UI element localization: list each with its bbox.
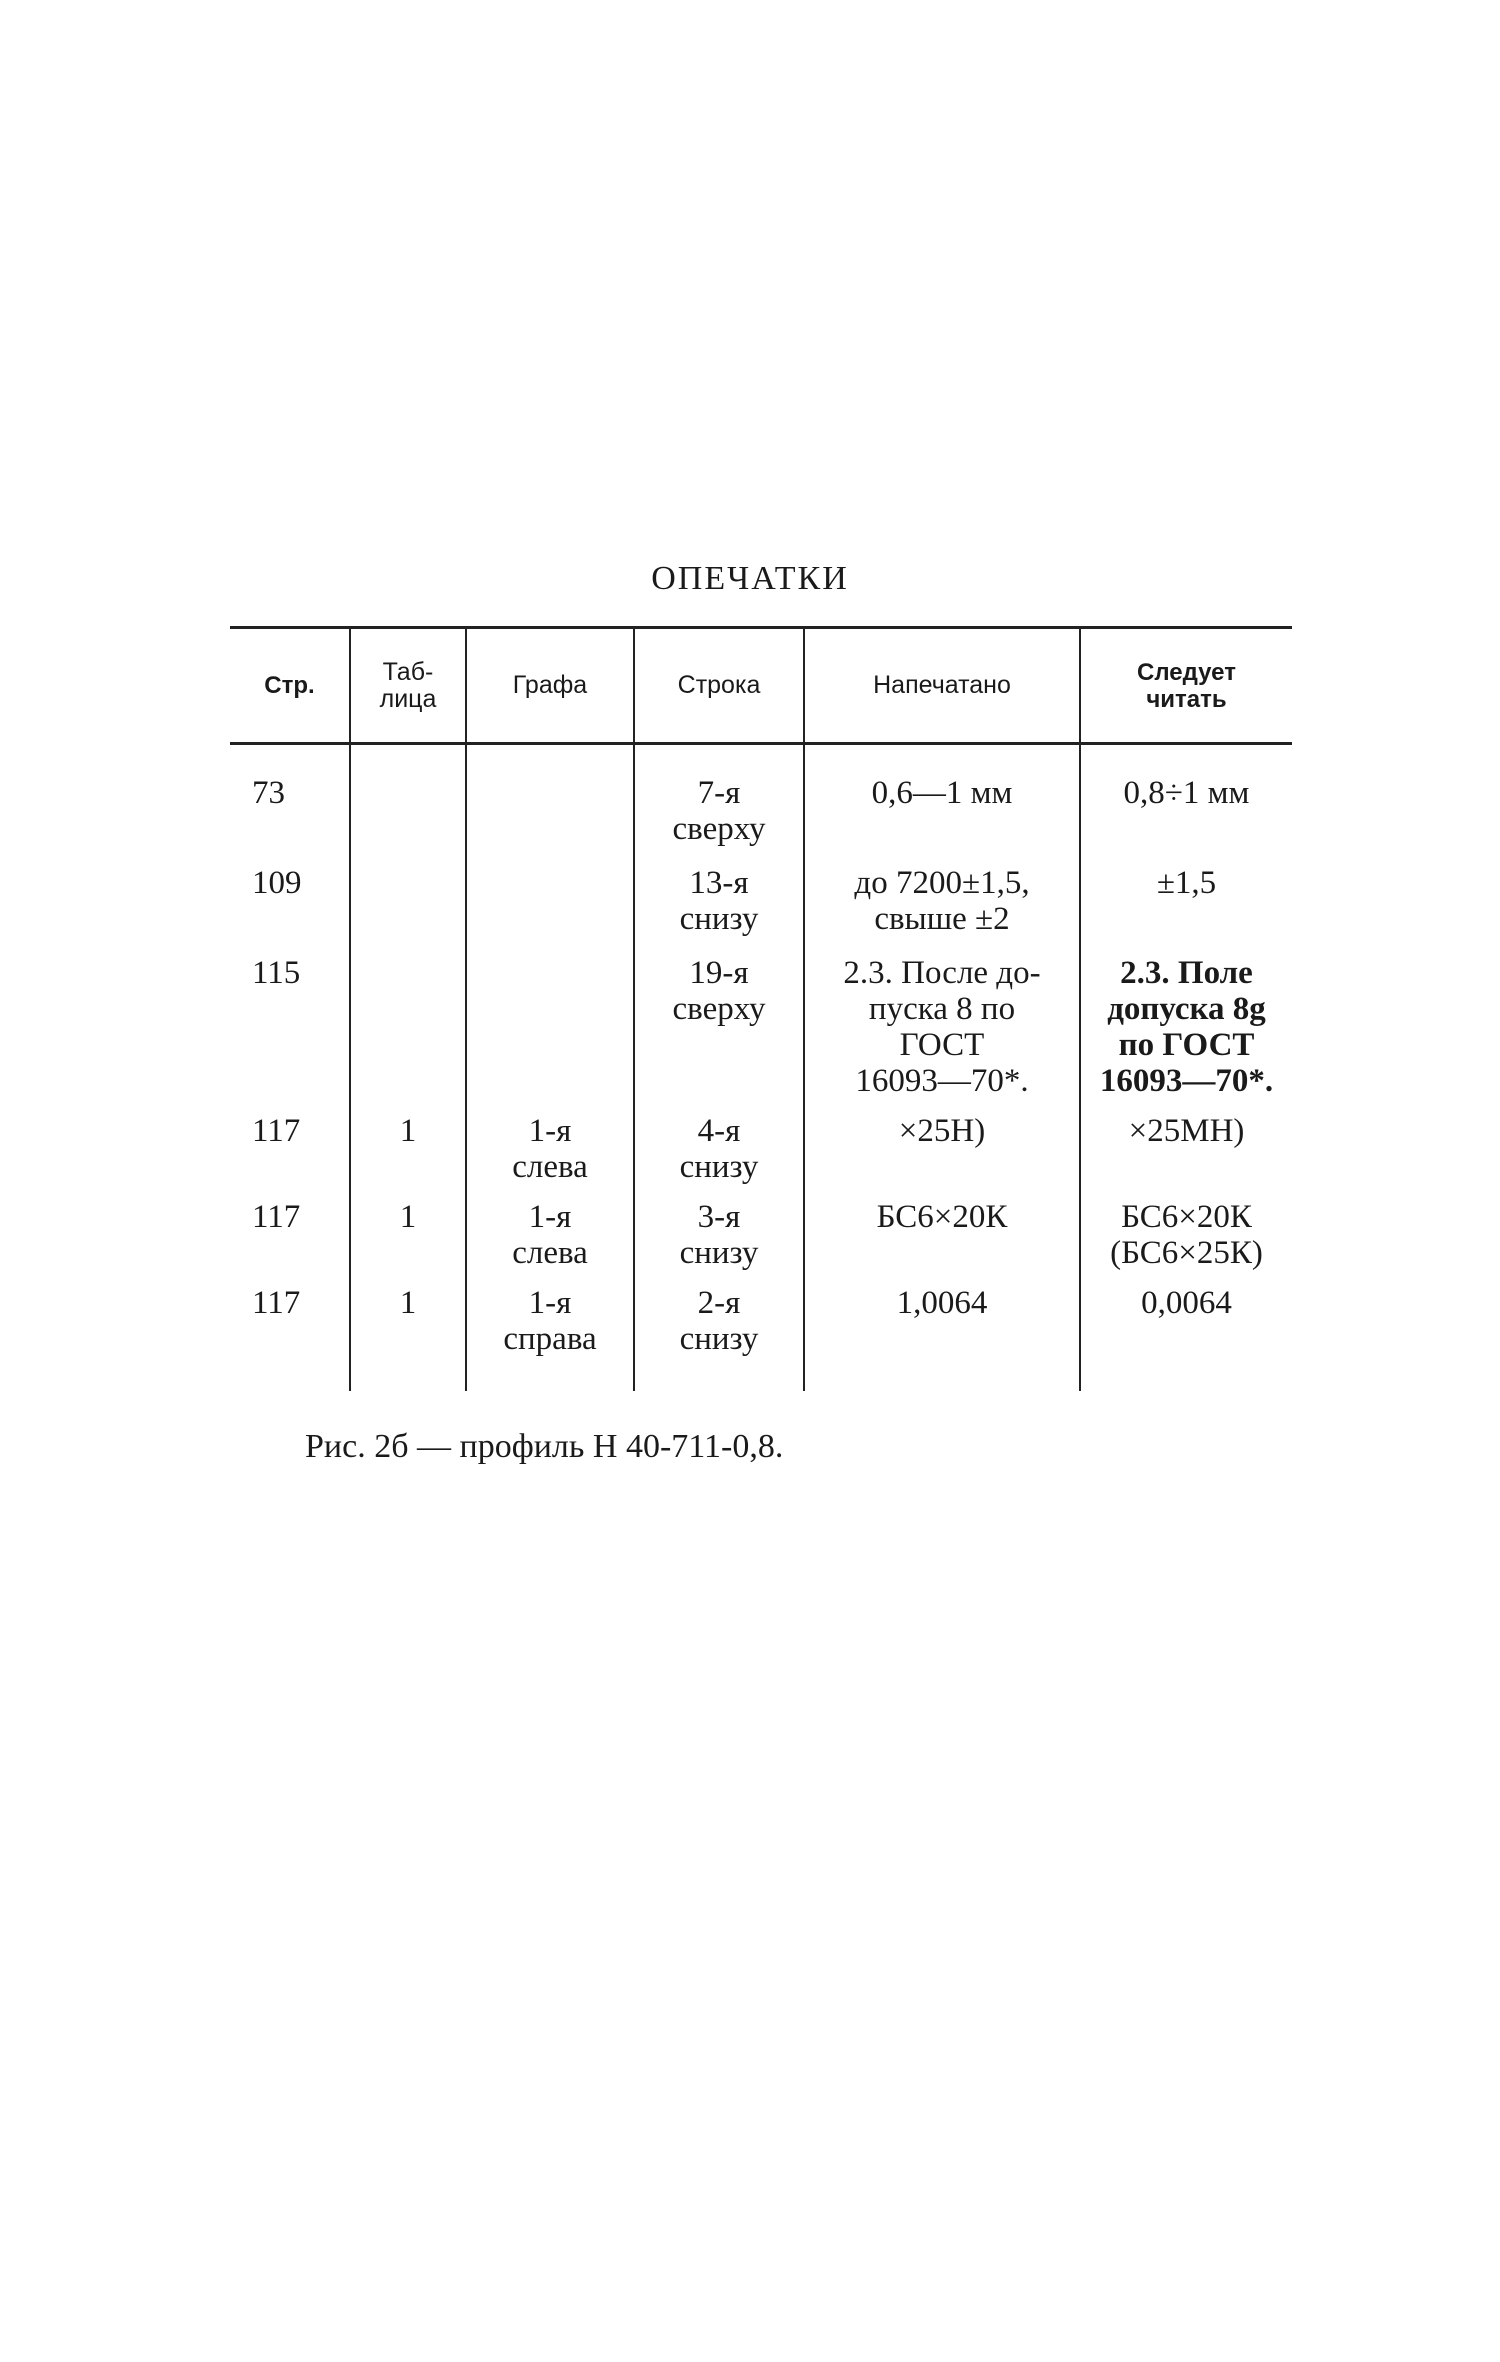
cell-text: свыше ±2 bbox=[874, 901, 1010, 937]
cell-text: 1 bbox=[399, 1285, 417, 1321]
cell-text: 16093—70*. bbox=[855, 1063, 1029, 1099]
cell-should-read bbox=[1080, 1271, 1292, 1391]
cell-page bbox=[230, 937, 350, 1099]
cell-page bbox=[230, 1185, 350, 1271]
cell-text: 1 bbox=[399, 1113, 417, 1149]
cell-line bbox=[634, 1185, 804, 1271]
cell-page bbox=[230, 1271, 350, 1391]
cell-printed bbox=[804, 937, 1080, 1099]
cell-text: сверху bbox=[672, 991, 766, 1027]
cell-text: слева bbox=[512, 1149, 588, 1185]
cell-text: 19-я bbox=[689, 955, 749, 991]
footnote: Рис. 2б — профиль Н 40-711-0,8. bbox=[305, 1428, 784, 1465]
cell-text: 3-я bbox=[697, 1199, 741, 1235]
cell-should-read bbox=[1080, 1099, 1292, 1185]
cell-table bbox=[350, 744, 466, 848]
cell-text: 117 bbox=[252, 1113, 301, 1149]
header-line-text: читать bbox=[1146, 685, 1227, 713]
cell-text: снизу bbox=[679, 901, 759, 937]
cell-text: снизу bbox=[679, 1149, 759, 1185]
cell-text: 1,0064 bbox=[896, 1285, 988, 1321]
table-row bbox=[230, 1185, 1292, 1271]
cell-text: 0,0064 bbox=[1141, 1285, 1232, 1321]
cell-text: 109 bbox=[252, 865, 302, 901]
header-line: Строка bbox=[634, 628, 804, 744]
header-column: Графа bbox=[466, 628, 634, 744]
cell-column bbox=[466, 1271, 634, 1391]
cell-text: 4-я bbox=[697, 1113, 741, 1149]
cell-text: 1 bbox=[399, 1199, 417, 1235]
cell-line bbox=[634, 937, 804, 1099]
cell-text: 117 bbox=[252, 1285, 301, 1321]
cell-line bbox=[634, 744, 804, 848]
cell-text: 2.3. После до- bbox=[843, 955, 1041, 991]
cell-table bbox=[350, 1185, 466, 1271]
cell-printed bbox=[804, 847, 1080, 937]
cell-text: ±1,5 bbox=[1156, 865, 1217, 901]
cell-text: 1-я bbox=[528, 1113, 572, 1149]
cell-text: 115 bbox=[252, 955, 301, 991]
cell-text: 1-я bbox=[528, 1285, 572, 1321]
cell-text: 1-я bbox=[528, 1199, 572, 1235]
cell-text: ×25Н) bbox=[898, 1113, 986, 1149]
header-printed: Напечатано bbox=[804, 628, 1080, 744]
cell-text: снизу bbox=[679, 1235, 759, 1271]
table-row bbox=[230, 937, 1292, 1099]
cell-text: слева bbox=[512, 1235, 588, 1271]
cell-column bbox=[466, 847, 634, 937]
header-page: Стр. bbox=[230, 628, 350, 744]
header-line-text: Следует bbox=[1137, 658, 1236, 686]
cell-page bbox=[230, 847, 350, 937]
table-header-row bbox=[230, 628, 1292, 744]
errata-table bbox=[230, 626, 1292, 1391]
cell-printed bbox=[804, 1271, 1080, 1391]
cell-page bbox=[230, 744, 350, 848]
cell-line bbox=[634, 1099, 804, 1185]
cell-text: ГОСТ bbox=[899, 1027, 985, 1063]
cell-column bbox=[466, 1185, 634, 1271]
cell-text: БС6×20К bbox=[1121, 1199, 1252, 1235]
cell-text: по ГОСТ bbox=[1118, 1027, 1255, 1063]
cell-should-read bbox=[1080, 937, 1292, 1099]
cell-text: ×25МН) bbox=[1128, 1113, 1245, 1149]
cell-text: допуска 8g bbox=[1107, 991, 1266, 1027]
cell-text: 16093—70*. bbox=[1099, 1063, 1274, 1099]
table-row bbox=[230, 744, 1292, 848]
cell-table bbox=[350, 1271, 466, 1391]
cell-text: 2.3. Поле bbox=[1120, 955, 1253, 991]
cell-line bbox=[634, 1271, 804, 1391]
cell-text: до 7200±1,5, bbox=[854, 865, 1030, 901]
cell-line bbox=[634, 847, 804, 937]
cell-should-read bbox=[1080, 847, 1292, 937]
cell-text: 0,8÷1 мм bbox=[1123, 775, 1250, 811]
cell-text: 7-я bbox=[697, 775, 741, 811]
cell-column bbox=[466, 937, 634, 1099]
cell-text: справа bbox=[503, 1321, 597, 1357]
cell-text: сверху bbox=[672, 811, 766, 847]
header-table bbox=[350, 628, 466, 744]
cell-printed bbox=[804, 744, 1080, 848]
cell-text: снизу bbox=[679, 1321, 759, 1357]
cell-text: 13-я bbox=[689, 865, 749, 901]
table-row bbox=[230, 1099, 1292, 1185]
table-row bbox=[230, 847, 1292, 937]
cell-should-read bbox=[1080, 1185, 1292, 1271]
cell-printed bbox=[804, 1099, 1080, 1185]
cell-text: 117 bbox=[252, 1199, 301, 1235]
cell-column bbox=[466, 1099, 634, 1185]
cell-table bbox=[350, 1099, 466, 1185]
cell-text: 73 bbox=[252, 775, 285, 811]
header-line-text: Таб- bbox=[382, 657, 434, 686]
cell-text: БС6×20К bbox=[876, 1199, 1008, 1235]
page-title: ОПЕЧАТКИ bbox=[651, 560, 849, 597]
cell-table bbox=[350, 937, 466, 1099]
cell-text: 2-я bbox=[697, 1285, 741, 1321]
cell-column bbox=[466, 744, 634, 848]
cell-text: (БС6×25К) bbox=[1110, 1235, 1263, 1271]
cell-text: пуска 8 по bbox=[868, 991, 1016, 1027]
cell-should-read bbox=[1080, 744, 1292, 848]
cell-printed bbox=[804, 1185, 1080, 1271]
table-row bbox=[230, 1271, 1292, 1391]
cell-text: 0,6—1 мм bbox=[871, 775, 1013, 811]
cell-page bbox=[230, 1099, 350, 1185]
header-should-read bbox=[1080, 628, 1292, 744]
header-line-text: лица bbox=[379, 684, 437, 713]
cell-table bbox=[350, 847, 466, 937]
